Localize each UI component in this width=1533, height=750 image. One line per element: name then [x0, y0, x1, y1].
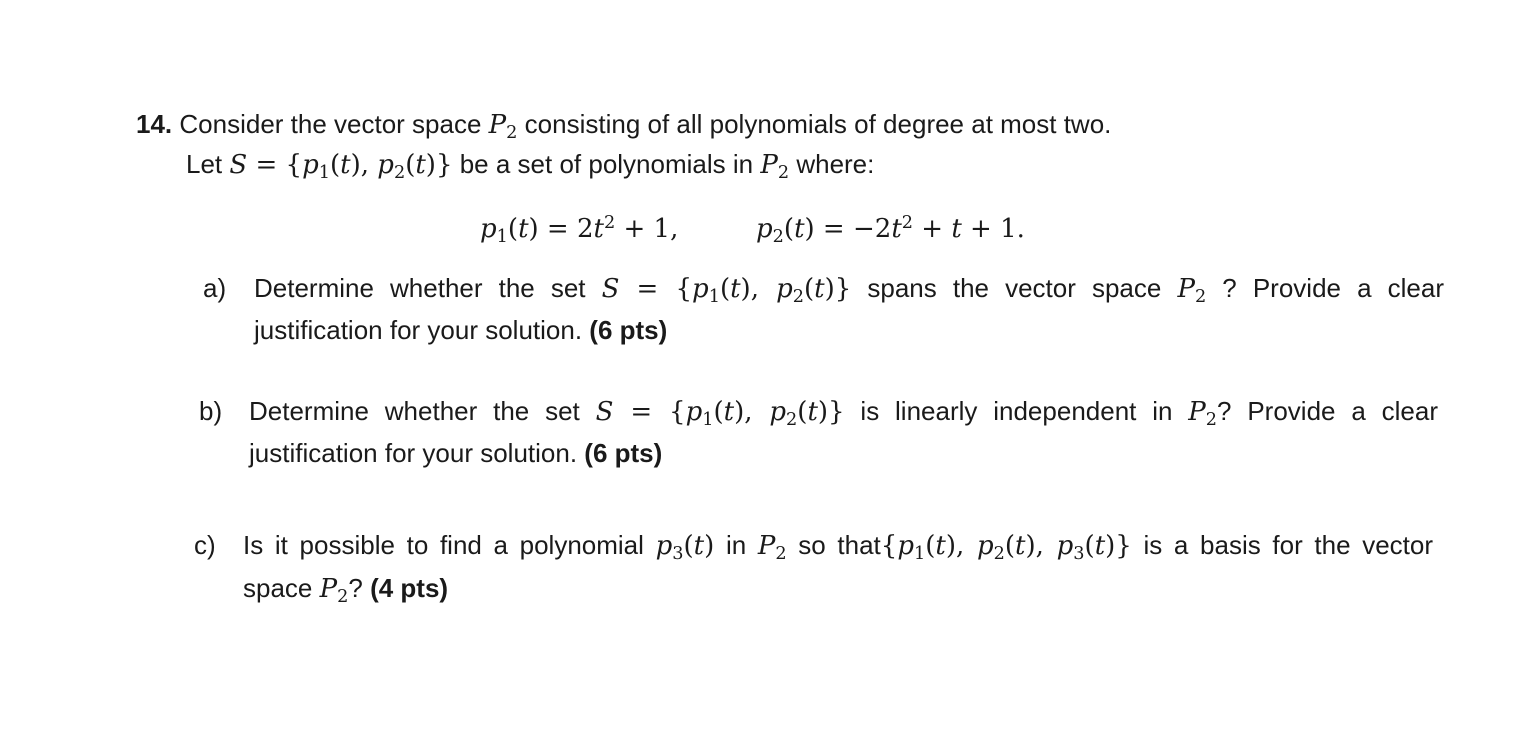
intro-text: consisting of all polynomials of degree at most two. — [524, 109, 1112, 139]
intro-text: where: — [796, 149, 875, 179]
space-symbol: $P_2$ — [760, 150, 790, 183]
points-label: (6 pts) — [584, 438, 663, 468]
points-label: (6 pts) — [589, 315, 668, 345]
part-a-line-1: Determine whether the set $S = \{p_1(t)$, $p_2(t)$} spans the vector space $P_2$ ? Provide a clear — [254, 273, 1444, 307]
equation-p1: $p_1(t) = 2t^2 + 1$, — [480, 213, 679, 247]
points-label: (4 pts) — [370, 573, 449, 603]
intro-text: be a set of polynomials in — [459, 149, 754, 179]
equation-p2: $p_2(t) = -2t^2 + t + 1$. — [756, 213, 1025, 247]
problem-number: 14. — [136, 109, 173, 139]
part-c-line-1: Is it possible to find a polynomial $p_3(t)$ in $P_2$ so $that\{p_1(t)$, $p_2(t)$, $p_3(t)$} is a basis for the vector — [243, 530, 1434, 564]
part-b-label: b) — [199, 396, 223, 426]
part-c-label: c) — [194, 530, 216, 560]
part-c-line-2: space $P_2$? (4 pts) — [243, 573, 449, 607]
problem-line-1 — [136, 108, 1111, 141]
space-symbol: $P_2$ — [488, 110, 518, 143]
intro-text: Let — [186, 149, 223, 179]
intro-text: Consider the vector space — [179, 109, 482, 139]
part-a-line-2: justification for your solution. (6 pts) — [254, 315, 668, 345]
part-b-line-1: Determine whether the set $S = \{p_1(t)$, $p_2(t)$} is linearly independent in $P_2$? Provide a clear — [249, 396, 1438, 430]
problem-line-2 — [186, 148, 874, 181]
set-expression: $S = \{p_1(t)$, $p_2(t)$} — [229, 150, 453, 183]
part-b-line-2: justification for your solution. (6 pts) — [249, 438, 663, 468]
part-a-label: a) — [203, 273, 227, 303]
